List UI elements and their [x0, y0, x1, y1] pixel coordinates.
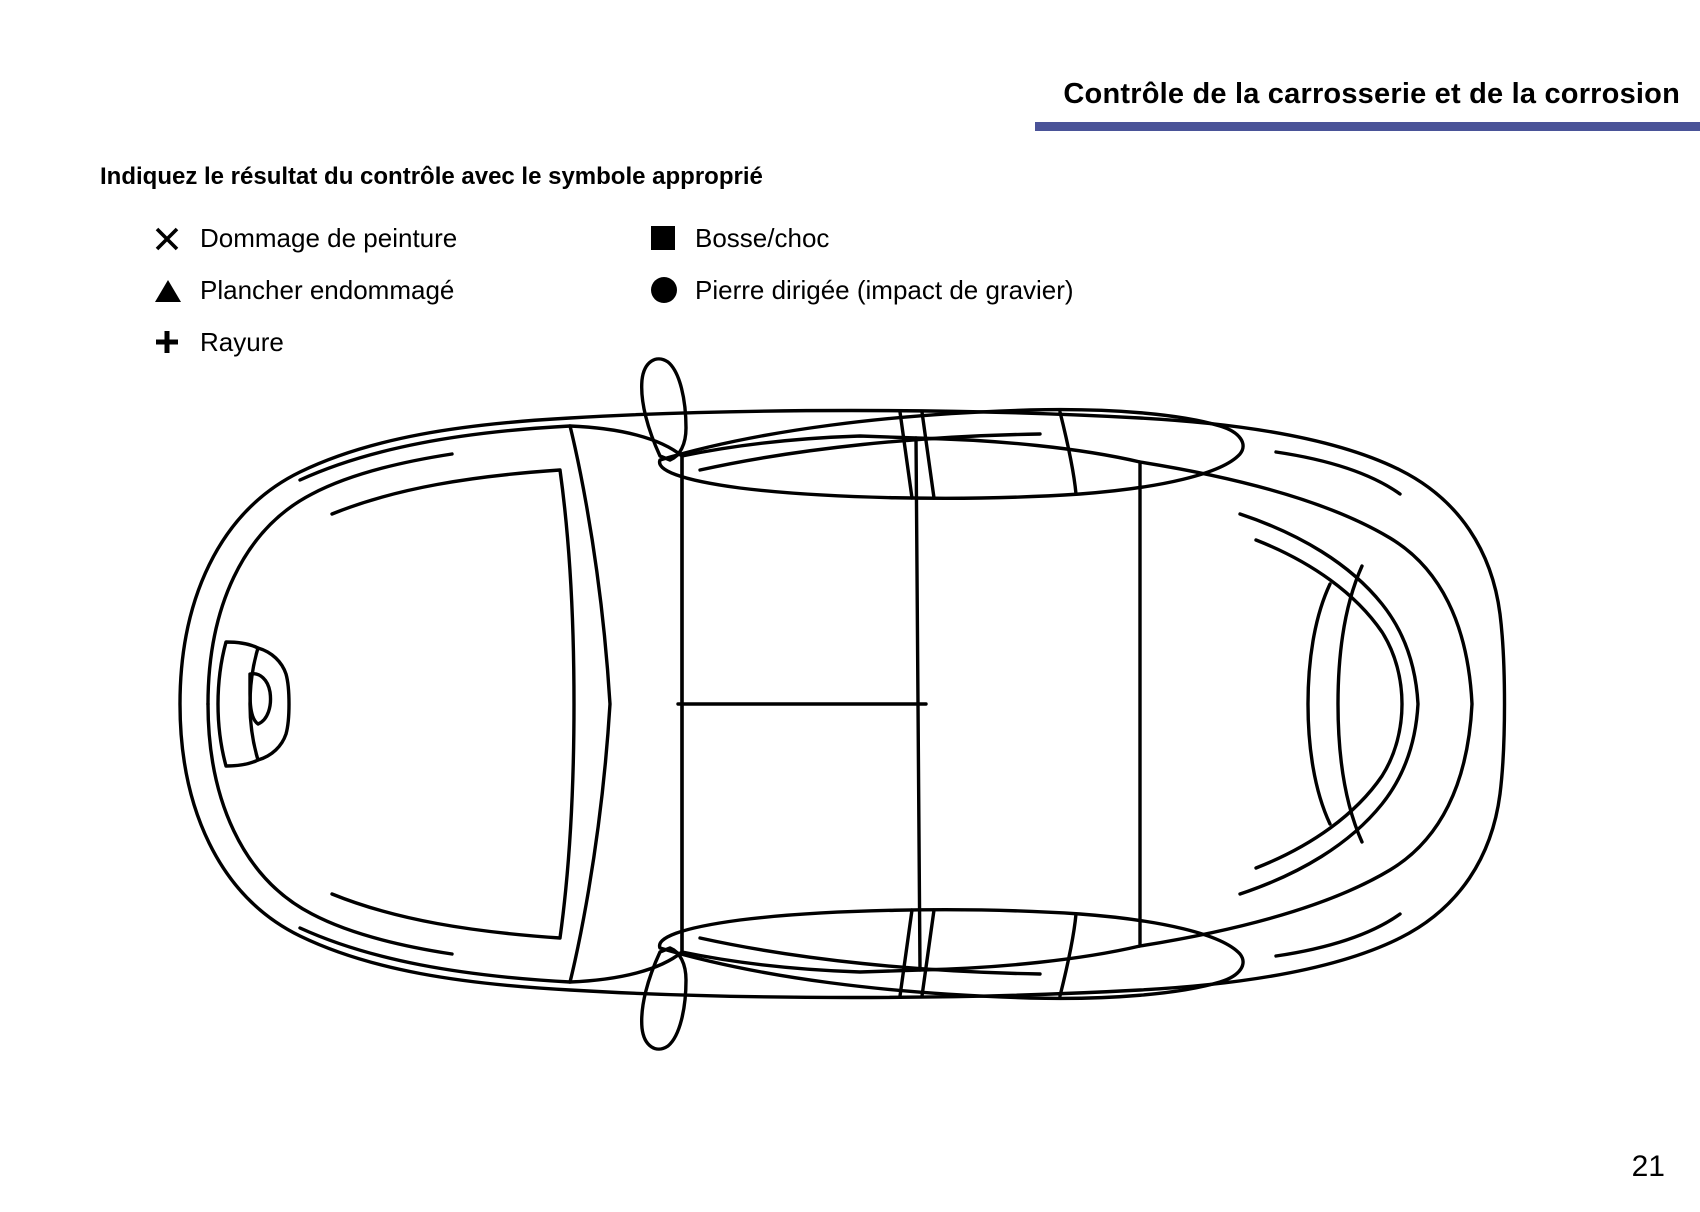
- triangle-icon: [152, 275, 200, 305]
- page-header: [0, 78, 1700, 138]
- instruction-text: Indiquez le résultat du contrôle avec le symbole approprié: [100, 163, 763, 190]
- legend-item-stone-chip: [647, 264, 1074, 316]
- legend-item-label: Rayure: [200, 326, 284, 357]
- page-title: Contrôle de la carrosserie et de la corrosion: [1063, 78, 1680, 110]
- legend-item-label: Pierre dirigée (impact de gravier): [695, 274, 1074, 305]
- x-mark-icon: [152, 223, 200, 253]
- legend-item-dent: [647, 212, 1074, 264]
- legend-item-label: Dommage de peinture: [200, 222, 458, 253]
- legend-item-floor-damage: [152, 264, 457, 316]
- legend-column-right: [647, 212, 1074, 316]
- header-rule: [1035, 122, 1700, 131]
- legend-item-label: Bosse/choc: [695, 222, 830, 253]
- legend-item-label: Plancher endommagé: [200, 274, 455, 305]
- filled-circle-icon: [647, 277, 695, 303]
- car-top-view-diagram: [100, 352, 1560, 1052]
- legend-column-left: [152, 212, 457, 368]
- page-number: 21: [1631, 1150, 1665, 1183]
- filled-square-icon: [647, 226, 695, 250]
- legend-item-paint-damage: [152, 212, 457, 264]
